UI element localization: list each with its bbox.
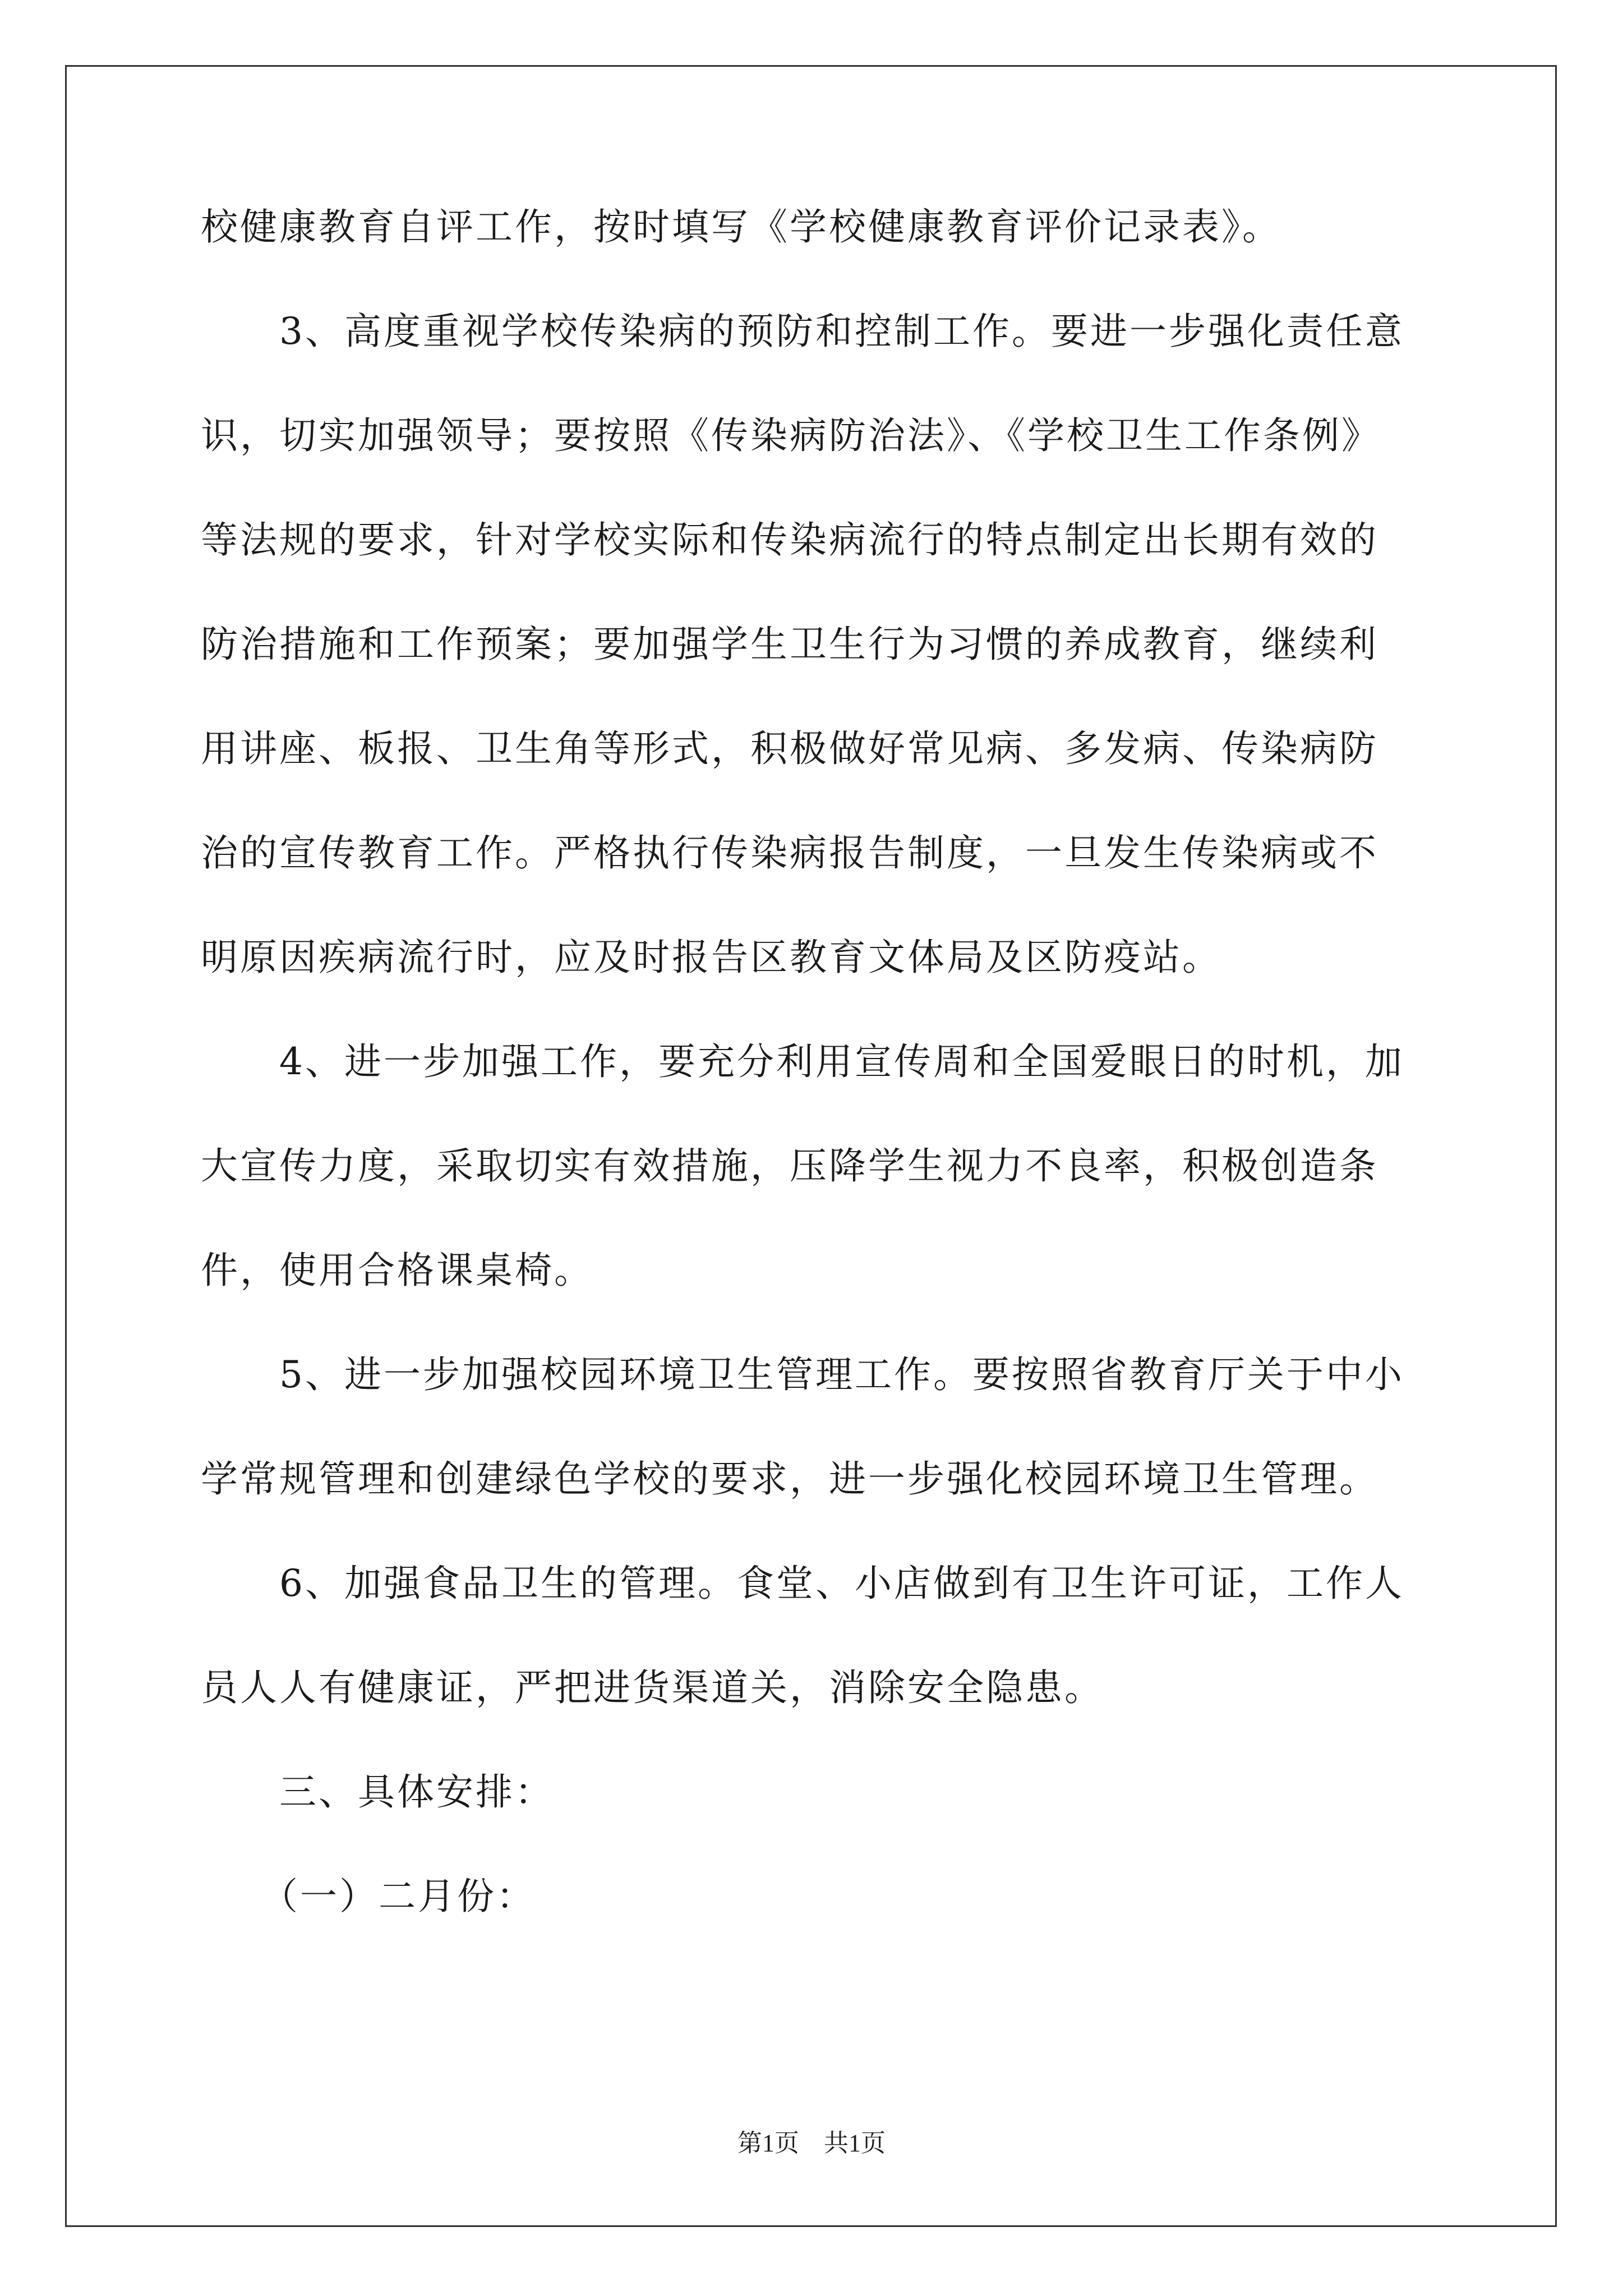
- text-line: 防治措施和工作预案；要加强学生卫生行为习惯的养成教育，继续利: [201, 623, 1378, 666]
- text-line: 明原因疾病流行时，应及时报告区教育文体局及区防疫站。: [201, 936, 1221, 979]
- text-line: 4、进一步加强工作，要充分利用宣传周和全国爱眼日的时机，加: [201, 1040, 1404, 1083]
- text-line: 员人人有健康证，严把进货渠道关，消除安全隐患。: [201, 1666, 1104, 1709]
- text-line: 5、进一步加强校园环境卫生管理工作。要按照省教育厅关于中小: [201, 1353, 1404, 1396]
- text-line: 6、加强食品卫生的管理。食堂、小店做到有卫生许可证，工作人: [201, 1562, 1404, 1605]
- text-line: 用讲座、板报、卫生角等形式，积极做好常见病、多发病、传染病防: [201, 727, 1378, 770]
- text-line: 校健康教育自评工作，按时填写《学校健康教育评价记录表》。: [201, 205, 1281, 249]
- subsection-heading: （一）二月份：: [201, 1875, 536, 1918]
- page-number: 第1页 共1页: [737, 2129, 886, 2157]
- text-line: 识，切实加强领导；要按照《传染病防治法》、《学校卫生工作条例》: [201, 414, 1381, 457]
- text-line: 3、高度重视学校传染病的预防和控制工作。要进一步强化责任意: [201, 310, 1404, 353]
- text-line: 治的宣传教育工作。严格执行传染病报告制度，一旦发生传染病或不: [201, 831, 1378, 875]
- text-line: 大宣传力度，采取切实有效措施，压降学生视力不良率，积极创造条: [201, 1144, 1378, 1188]
- text-line: 学常规管理和创建绿色学校的要求，进一步强化校园环境卫生管理。: [201, 1457, 1378, 1501]
- text-line: 等法规的要求，针对学校实际和传染病流行的特点制定出长期有效的: [201, 518, 1378, 562]
- document-body: [201, 199, 1429, 1925]
- section-heading: 三、具体安排：: [201, 1770, 554, 1814]
- text-line: 件，使用合格课桌椅。: [201, 1249, 593, 1292]
